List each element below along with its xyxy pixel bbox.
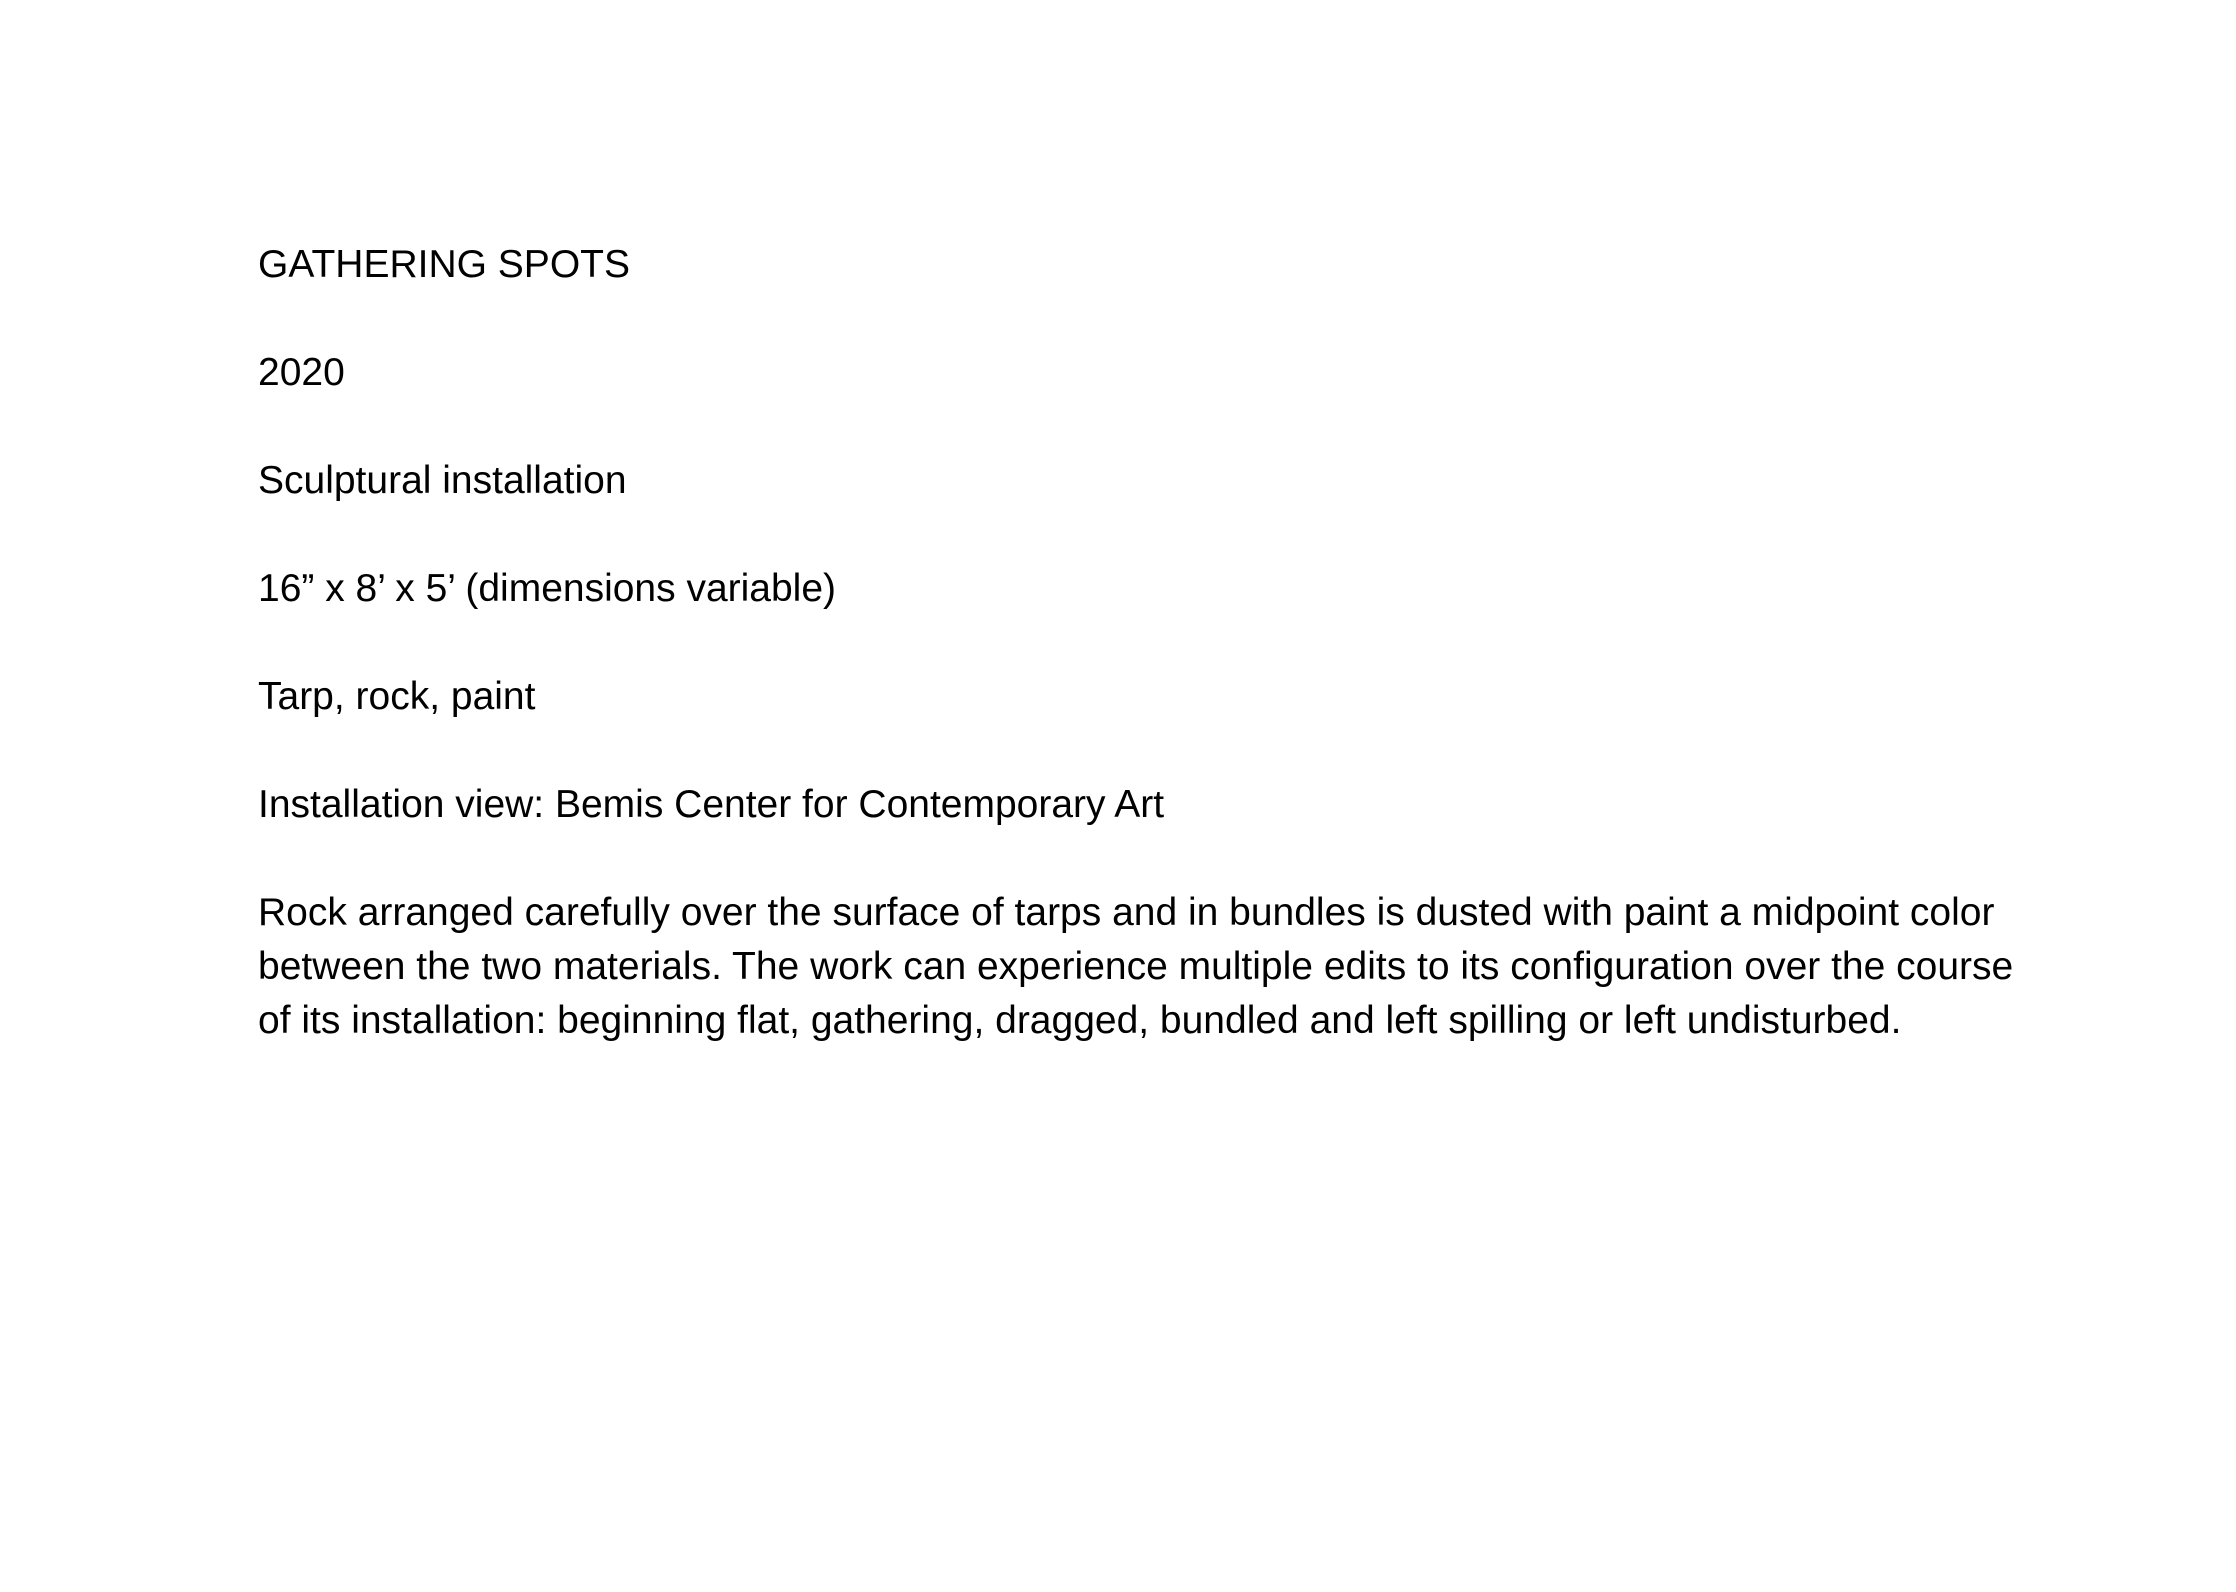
artwork-year: 2020 (258, 351, 345, 394)
artwork-dimensions: 16” x 8’ x 5’ (dimensions variable) (258, 567, 837, 610)
artwork-description: Rock arranged carefully over the surface of tarps and in bundles is dusted with paint a midpoint color between the two materials. The work can experience multiple edits to its configuration over the course of its installation: beginning flat, gathering, dragged, bundled and left spilling or left undisturbed. (258, 891, 2014, 1042)
document-body (258, 238, 2018, 1048)
artwork-title: GATHERING SPOTS (258, 243, 630, 286)
artwork-type: Sculptural installation (258, 459, 627, 502)
artwork-materials: Tarp, rock, paint (258, 675, 536, 718)
installation-view: Installation view: Bemis Center for Contemporary Art (258, 783, 1165, 826)
